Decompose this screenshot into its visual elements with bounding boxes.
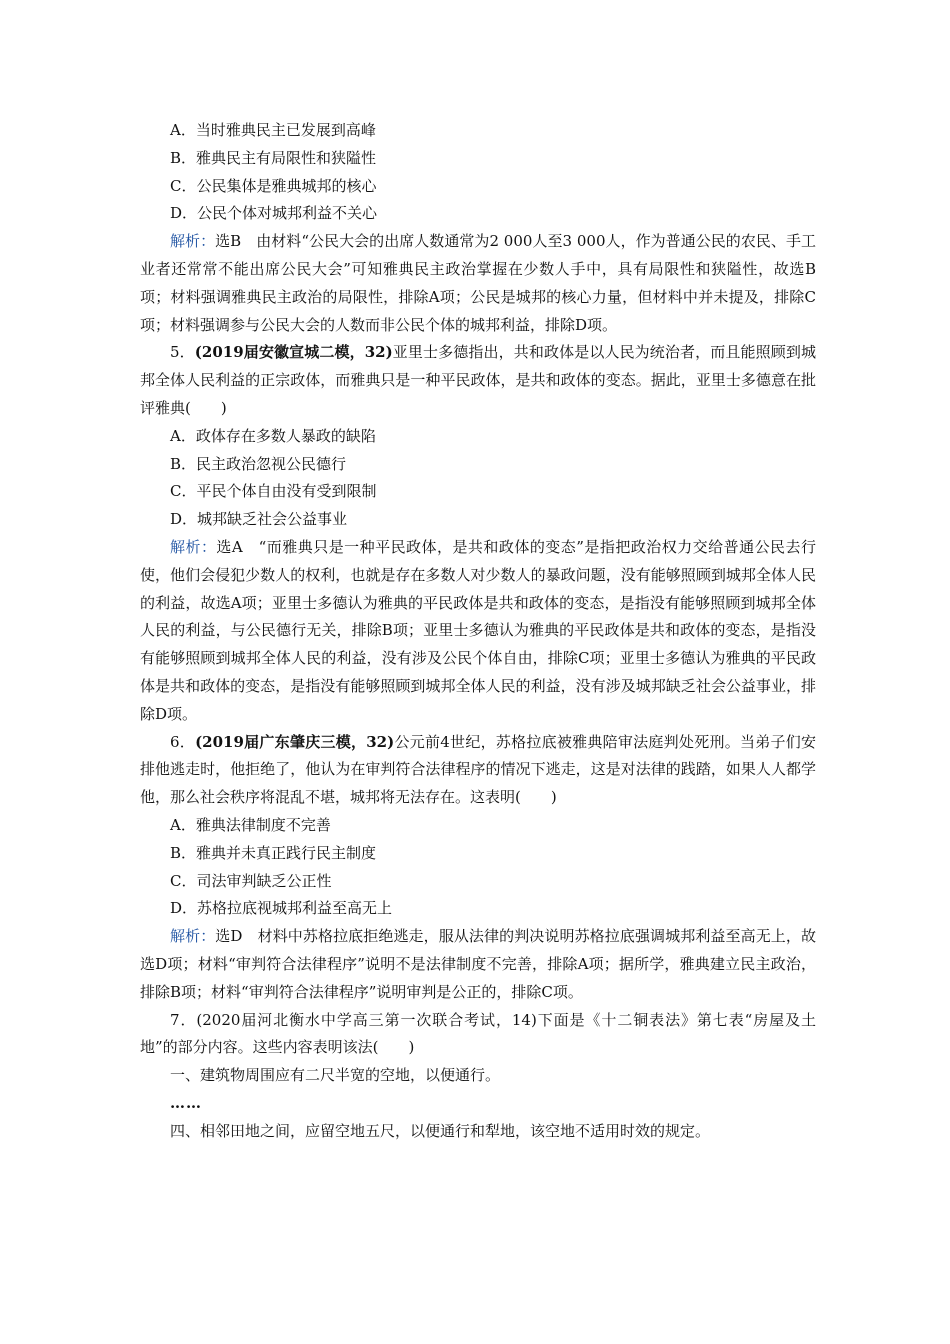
q5-stem-text: 亚里士多德指出，共和政体是以人民为统治者，而且能照顾到城邦全体人民利益的正宗政体，而雅典只是一种平民政体，是共和政体的变态。据此，亚里士多德意在批评雅典( )	[140, 343, 816, 417]
q5-option-a: A．政体存在多数人暴政的缺陷	[170, 426, 376, 445]
q7-stem: 7．(2020届河北衡水中学高三第一次联合考试，14)下面是《十二铜表法》第七表“房屋及土地”的部分内容。这些内容表明该法( )	[140, 1010, 816, 1057]
q6-stem-text: 公元前4世纪，苏格拉底被雅典陪审法庭判处死刑。当弟子们安排他逃走时，他拒绝了，他认为在审判符合法律程序的情况下逃走，这是对法律的践踏，如果人人都学他，那么社会秩序将混乱不堪，城邦将无法存在。这表明( )	[140, 732, 817, 807]
q7-ellipsis: ……	[170, 1093, 202, 1112]
q4-analysis	[140, 228, 816, 339]
q5-option-d: D．城邦缺乏社会公益事业	[170, 510, 348, 529]
document-page	[140, 117, 816, 1145]
q4-analysis-text: 选B 由材料“公民大会的出席人数通常为2 000人至3 000人，作为普通公民的农民、手工业者还常常不能出席公民大会”可知雅典民主政治掌握在少数人手中，具有局限性和狭隘性，故选B项；材料强调雅典民主政治的局限性，排除A项；公民是城邦的核心力量，但材料中并未提及，排除C项；材料强调参与公民大会的人数而非公民个体的城邦利益，排除D项。	[140, 232, 816, 334]
q6-analysis	[140, 923, 816, 1006]
q6-stem	[140, 729, 816, 812]
q6-option-b: B．雅典并未真正践行民主制度	[170, 843, 377, 862]
q5-option-b: B．民主政治忽视公民德行	[170, 454, 347, 473]
analysis-label: 解析：	[170, 927, 216, 946]
q4-option-c: C．公民集体是雅典城邦的核心	[170, 176, 377, 195]
q6-source: (2019届广东肇庆三模，32)	[195, 732, 395, 751]
q7-law-item-1: 一、建筑物周围应有二尺半宽的空地，以便通行。	[170, 1066, 501, 1085]
q6-analysis-text: 选D 材料中苏格拉底拒绝逃走，服从法律的判决说明苏格拉底强调城邦利益至高无上，故选D项；材料“审判符合法律程序”说明不是法律制度不完善，排除A项；据所学，雅典建立民主政治，排除B项；材料“审判符合法律程序”说明审判是公正的，排除C项。	[140, 927, 816, 1001]
q5-source: (2019届安徽宣城二模，32)	[194, 343, 393, 362]
analysis-label: 解析：	[170, 232, 216, 251]
q6-option-c: C．司法审判缺乏公正性	[170, 871, 332, 890]
q4-option-b: B．雅典民主有局限性和狭隘性	[170, 148, 377, 167]
q6-option-d: D．苏格拉底视城邦利益至高无上	[170, 899, 393, 918]
q4-option-d: D．公民个体对城邦利益不关心	[170, 204, 378, 223]
q7-law-item-4: 四、相邻田地之间，应留空地五尺，以便通行和犁地，该空地不适用时效的规定。	[170, 1121, 711, 1140]
q6-number: 6．	[170, 732, 196, 751]
q4-option-a: A．当时雅典民主已发展到高峰	[170, 121, 376, 139]
q5-analysis-text: 选A “而雅典只是一种平民政体，是共和政体的变态”是指把政治权力交给普通公民去行使，他们会侵犯少数人的权利，也就是存在多数人对少数人的暴政问题，没有能够照顾到城邦全体人民的利益，故选A项；亚里士多德认为雅典的平民政体是共和政体的变态，是指没有能够照顾到城邦全体人民的利益，与公民德行无关，排除B项；亚里士多德认为雅典的平民政体是共和政体的变态，是指没有能够照顾到城邦全体人民的利益，没有涉及公民个体自由，排除C项；亚里士多德认为雅典的平民政体是共和政体的变态，是指没有能够照顾到城邦全体人民的利益，没有涉及城邦缺乏社会公益事业，排除D项。	[140, 537, 816, 723]
q5-stem	[140, 339, 816, 422]
analysis-label: 解析：	[170, 537, 217, 556]
q5-option-c: C．平民个体自由没有受到限制	[170, 482, 377, 501]
q5-number: 5．	[170, 343, 195, 362]
q6-option-a: A．雅典法律制度不完善	[170, 815, 331, 834]
q5-analysis	[140, 534, 816, 729]
